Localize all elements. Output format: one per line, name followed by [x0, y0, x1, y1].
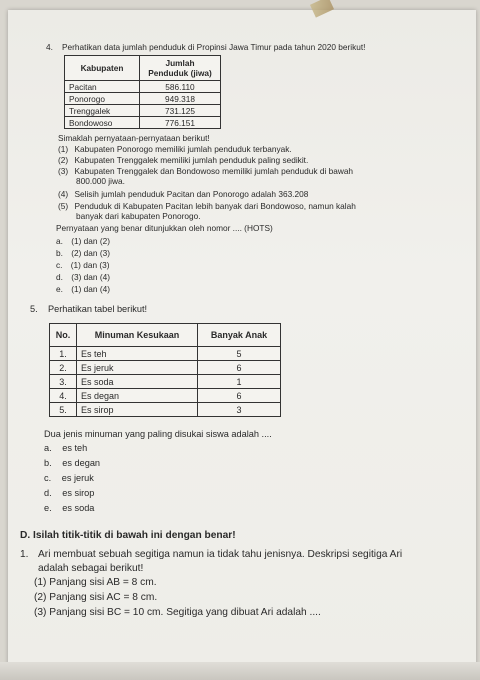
table-row: 5. Es sirop 3 — [50, 403, 281, 417]
table-row: Ponorogo 949.318 — [65, 93, 221, 105]
table-row: Pacitan 586.110 — [65, 81, 221, 93]
q5-prompt: Dua jenis minuman yang paling disukai siswa adalah .... — [44, 429, 272, 439]
statement-1: (1) Kabupaten Ponorogo memiliki jumlah penduduk terbanyak. — [58, 144, 292, 154]
d1-line2: adalah sebagai berikut! — [38, 563, 144, 574]
q4-prompt: Pernyataan yang benar ditunjukkan oleh nomor .... (HOTS) — [56, 223, 273, 233]
header-kabupaten: Kabupaten — [65, 56, 140, 81]
q4-stem: Perhatikan data jumlah penduduk di Propinsi Jawa Timur pada tahun 2020 berikut! — [62, 42, 366, 52]
q5-option-b[interactable]: b. es degan — [44, 458, 101, 468]
population-table-header — [65, 56, 221, 81]
q4-option-d[interactable]: d. (3) dan (4) — [56, 272, 110, 282]
header-jumlah: Jumlah Penduduk (jiwa) — [140, 56, 221, 81]
q5-option-a[interactable]: a. es teh — [44, 443, 88, 453]
header-count: Banyak Anak — [198, 324, 281, 347]
d1-item-3: (3) Panjang sisi BC = 10 cm. Segitiga yang dibuat Ari adalah .... — [34, 607, 321, 618]
q4-number: 4. — [46, 42, 53, 52]
page-bottom-edge — [0, 662, 480, 680]
q5-option-d[interactable]: d. es sirop — [44, 488, 95, 498]
statement-5-cont: banyak dari kabupaten Ponorogo. — [76, 211, 201, 221]
population-table — [64, 55, 221, 129]
d1-number: 1. — [20, 549, 29, 560]
statement-4: (4) Selisih jumlah penduduk Pacitan dan Ponorogo adalah 363.208 — [58, 189, 309, 199]
d1-item-1: (1) Panjang sisi AB = 8 cm. — [34, 577, 157, 588]
statement-3-cont: 800.000 jiwa. — [76, 176, 125, 186]
q4-option-b[interactable]: b. (2) dan (3) — [56, 248, 110, 258]
q5-option-c[interactable]: c. es jeruk — [44, 473, 94, 483]
statement-3: (3) Kabupaten Trenggalek dan Bondowoso memiliki jumlah penduduk di bawah — [58, 166, 354, 176]
table-row: 2. Es jeruk 6 — [50, 361, 281, 375]
header-drink: Minuman Kesukaan — [77, 324, 198, 347]
section-d-heading: D. Isilah titik-titik di bawah ini dengan benar! — [20, 530, 236, 541]
table-row: 1. Es teh 5 — [50, 347, 281, 361]
d1-item-2: (2) Panjang sisi AC = 8 cm. — [34, 592, 158, 603]
q4-option-e[interactable]: e. (1) dan (4) — [56, 284, 110, 294]
q4-option-c[interactable]: c. (1) dan (3) — [56, 260, 110, 270]
q5-number: 5. — [30, 304, 38, 314]
table-row: Trenggalek 731.125 — [65, 105, 221, 117]
table-row: Bondowoso 776.151 — [65, 117, 221, 129]
statement-2: (2) Kabupaten Trenggalek memiliki jumlah penduduk paling sedikit. — [58, 155, 309, 165]
statement-5: (5) Penduduk di Kabupaten Pacitan lebih banyak dari Bondowoso, namun kalah — [58, 201, 356, 211]
table-row: 4. Es degan 6 — [50, 389, 281, 403]
q5-stem: Perhatikan tabel berikut! — [48, 304, 148, 314]
drink-table-header — [50, 324, 281, 347]
drink-table — [49, 323, 281, 417]
header-no: No. — [50, 324, 77, 347]
q4-intro: Simaklah pernyataan-pernyataan berikut! — [58, 133, 210, 143]
d1-line1: Ari membuat sebuah segitiga namun ia tidak tahu jenisnya. Deskripsi segitiga Ari — [38, 549, 403, 560]
table-row: 3. Es soda 1 — [50, 375, 281, 389]
q4-option-a[interactable]: a. (1) dan (2) — [56, 236, 110, 246]
q5-option-e[interactable]: e. es soda — [44, 503, 95, 513]
